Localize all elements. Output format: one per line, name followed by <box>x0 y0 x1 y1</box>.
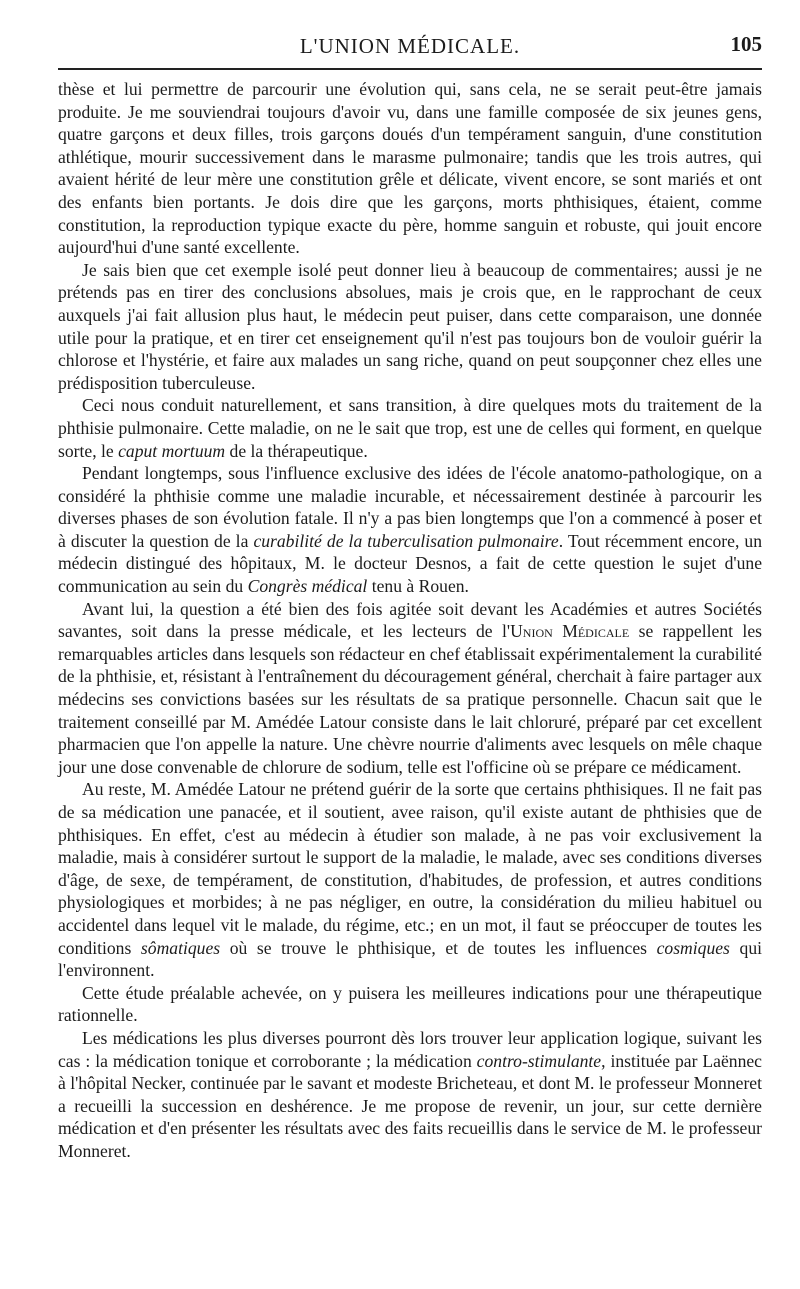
header-rule <box>58 68 762 70</box>
italic-text: caput mortuum <box>118 440 226 461</box>
paragraph <box>58 982 762 1027</box>
smallcaps-text: Union Médicale <box>510 621 630 642</box>
paragraph-text: qui l'environnent. <box>58 937 763 981</box>
paragraph-text: tenu à Rouen. <box>367 576 469 597</box>
italic-text: cosmiques <box>656 937 730 958</box>
running-title: L'UNION MÉDICALE. <box>299 34 521 58</box>
paragraph <box>58 259 762 395</box>
paragraph <box>58 78 762 259</box>
page-header <box>58 30 762 66</box>
paragraph-text: où se trouve le phthisique, et de toutes les influences <box>220 937 657 958</box>
paragraph-text: se rappellent les remarquables articles dans lesquels son rédacteur en chef établissait expérimentalement la curabilité de la phthisie, et, résistant à l'entraînement du découragement général, cherchait à faire partager aux médecins ses convictions basées sur les résultats de sa pratique personnelle. Chacun sait que le traitement conseillé par M. Amédée Latour consiste dans le lait chloruré, préparé par cet excellent pharmacien que l'on appelle la nature. Une chèvre nourrie d'aliments avec lesquels on mêle chaque jour une dose convenable de chlorure de sodium, telle est l'officine où se prépare ce médicament. <box>58 621 762 777</box>
paragraph-text: Cette étude préalable achevée, on y puisera les meilleures indications pour une thérapeutique rationnelle. <box>58 982 762 1026</box>
paragraph-text: . Tout récemment encore, un médecin distingué des hôpitaux, M. le docteur Desnos, a fait de cette question le sujet d'une communication au sein du <box>58 530 762 597</box>
paragraph <box>58 598 762 779</box>
paragraph-text: Avant lui, la question a été bien des fois agitée soit devant les Académies et autres Sociétés savantes, soit dans la presse médicale, et les lecteurs de l' <box>58 598 762 642</box>
paragraph-text: , instituée par Laënnec à l'hôpital Necker, continuée par le savant et modeste Bricheteau, et dont M. le professeur Monneret a recueilli la succession en deshérence. Je me propose de revenir, un jour, sur cette dernière médication et d'en présenter les résultats avec des faits recueillis dans le service de M. le professeur Monneret. <box>58 1050 763 1161</box>
italic-text: contro-stimulante <box>476 1050 602 1071</box>
paragraph <box>58 1027 762 1163</box>
italic-text: sômatiques <box>140 937 221 958</box>
paragraph-text: Les médications les plus diverses pourront dès lors trouver leur application logique, suivant les cas : la médication tonique et corroborante ; la médication <box>58 1027 762 1071</box>
paragraph <box>58 394 762 462</box>
paragraph <box>58 462 762 598</box>
italic-text: curabilité de la tuberculisation pulmonaire <box>253 530 559 551</box>
italic-text: Congrès médical <box>247 576 368 597</box>
paragraph <box>58 778 762 981</box>
paragraph-text: Pendant longtemps, sous l'influence exclusive des idées de l'école anatomo-pathologique, on a considéré la phthisie comme une maladie incurable, et nécessairement destinée à parcourir les diverses phases de son évolution fatale. Il n'y a pas bien longtemps que l'on a commencé à poser et à discuter la question de la <box>58 463 762 551</box>
paragraph-text: Je sais bien que cet exemple isolé peut donner lieu à beaucoup de commentaires; aussi je ne prétends pas en tirer des conclusions absolues, mais je crois que, en le rapprochant de ceux auxquels j'ai fait allusion plus haut, le médecin peut puiser, dans cette comparaison, une donnée utile pour la pratique, et en tirer cet enseignement qu'il n'est pas toujours bon de vouloir guérir la chlorose et l'hystérie, et faire aux malades un sang riche, quand on peut soupçonner chez elles une prédisposition tuberculeuse. <box>58 259 762 393</box>
paragraph-text: Ceci nous conduit naturellement, et sans transition, à dire quelques mots du traitement de la phthisie pulmonaire. Cette maladie, on ne le sait que trop, est une de celles qui forment, en quelque sorte, le <box>58 395 762 461</box>
paragraph-text: thèse et lui permettre de parcourir une évolution qui, sans cela, ne se serait peut-être jamais produite. Je me souviendrai toujours d'avoir vu, dans une famille composée de six jeunes gens, quatre garçons et deux filles, trois garçons doués d'un tempérament sanguin, d'une constitution athlétique, mourir successivement dans le marasme pulmonaire; tandis que les trois autres, qui avaient hérité de leur mère une constitution grêle et délicate, vivent encore, se sont mariés et ont des enfants bien portants. Je dois dire que les garçons, morts phthisiques, étaient, comme constitution, la reproduction typique exacte du père, homme sanguin et robuste, qui jouit encore aujourd'hui d'une santé excellente. <box>58 79 762 258</box>
paragraph-text: de la thérapeutique. <box>225 440 368 461</box>
body-text <box>58 78 762 1163</box>
page-number: 105 <box>730 32 762 56</box>
paragraph-text: Au reste, M. Amédée Latour ne prétend guérir de la sorte que certains phthisiques. Il ne fait pas de sa médication une panacée, et il soutient, avee raison, qu'il existe autant de phthisies que de phthisiques. En effet, c'est au médecin à étudier son malade, à ne pas voir exclusivement la maladie, mais à considérer surtout le support de la maladie, le malade, avec ses conditions diverses d'âge, de sexe, de tempérament, de constitution, d'habitudes, de profession, et autres conditions physiologiques et morbides; à ne pas négliger, en outre, la considération du milieu habituel ou accidentel dans lequel vit le malade, du régime, etc.; en un mot, il faut se préoccuper de toutes les conditions <box>58 779 762 958</box>
